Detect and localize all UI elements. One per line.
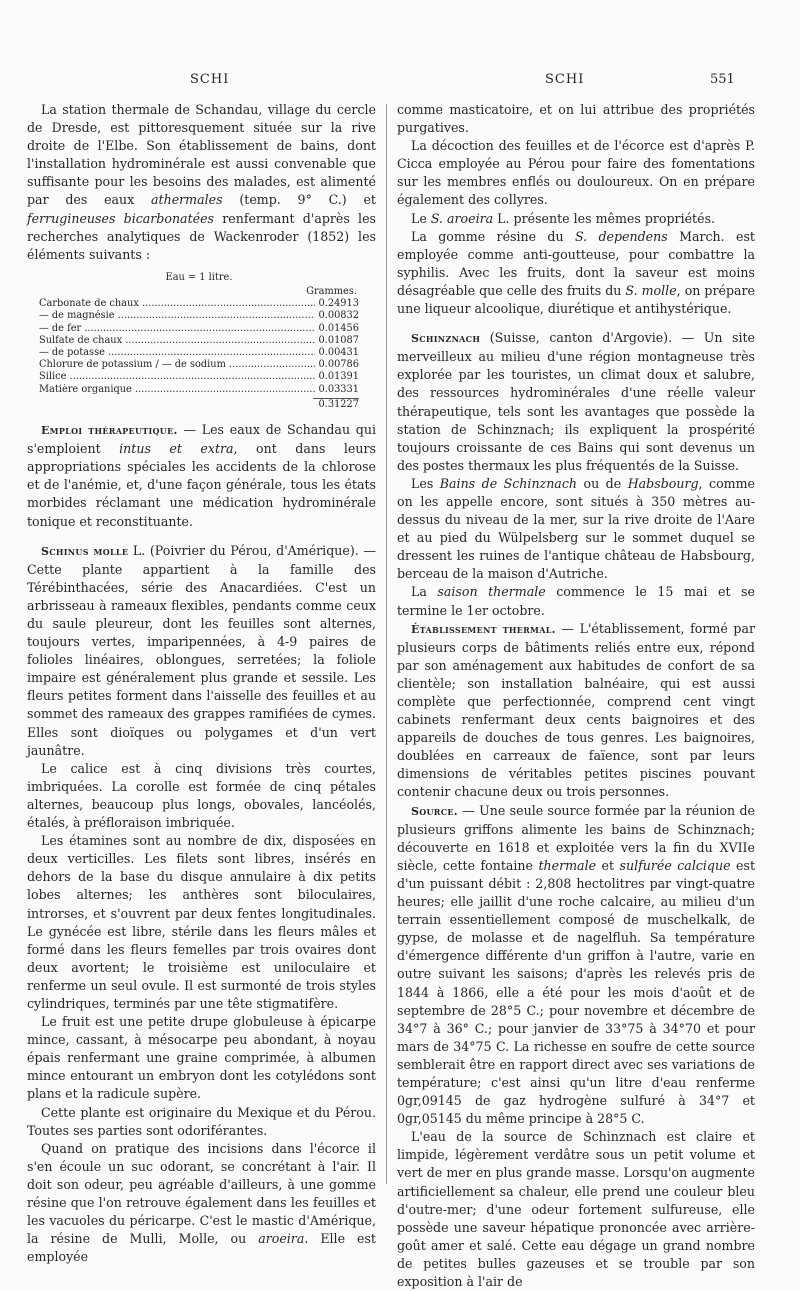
text: — Une seule source formée par la réunion de plusieurs griffons alimente les bains de Schinznach; découverte en 1618 et exploitée vers la fin du XVIIe siècle, cette fontaine [397, 802, 755, 873]
text: . Elle est employée [27, 1231, 376, 1265]
text: Les [411, 475, 434, 491]
gomme-paragraph [397, 228, 755, 318]
left-column [27, 101, 376, 1266]
text: , comme on les appelle encore, sont situés à 350 mètres au-dessus du niveau de la mer, sur la rive droite de l'Aare et au pied du Wülpelsberg sur le sommet duquel se dressent les ruines de l'antique château de Habsbourg, berceau de la maison d'Autriche. [397, 475, 756, 582]
text: , on prépare une liqueur alcoolique, diurétique et antihystérique. [397, 282, 755, 317]
table-total: 0.31227 [313, 398, 359, 411]
bains-paragraph [397, 475, 755, 584]
row-value: 0.01087 [318, 334, 359, 346]
italic-text: S. dependens [574, 228, 668, 244]
text: L. présente les mêmes propriétés. [497, 210, 716, 226]
entry-heading: Schinus molle [41, 544, 129, 558]
text: , ont dans leurs appropriations spéciales les accidents de la chlorose et de l'anémie, et, d'une façon générale, tous les états morbides réclamant une médication hydrominérale tonique et reconstituante. [27, 441, 376, 529]
row-name: — de magnésie ..... [39, 310, 315, 322]
italic-text: S. molle [625, 282, 677, 298]
incisions-paragraph [27, 1140, 376, 1267]
row-value: 0.00786 [318, 359, 359, 371]
text: Quand on pratique des incisions dans l'écorce il s'en écoule un suc odorant, se concrétant à l'air. Il doit son odeur, peu agréable d'ailleurs, à une gomme résine que l'on retrouve également dans les feuilles et les vacuoles du péricarpe. C'est le mastic d'Amérique, la résine de Mulli, Molle, ou [27, 1140, 376, 1247]
text: La station thermale de Schandau, village du cercle de Dresde, est pittoresquement située sur la rive droite de l'Elbe. Son établissement de bains, dont l'installation hydrominérale est aussi convenable que suffisante pour les besoins des malades, est alimenté par des eaux [27, 102, 376, 208]
text: commence le 15 mai et se termine le 1er octobre. [397, 584, 755, 618]
italic-text: Bains de Schinznach [439, 475, 577, 491]
text: ou de [583, 475, 622, 491]
running-head-right: SCHI [545, 72, 585, 87]
right-column [397, 101, 755, 1291]
text: (Suisse, canton d'Argovie). — Un site merveilleux au milieu d'une région montagneuse très explorée par les touristes, un climat doux et salubre, des ressources hydrominérales d'une réelle valeur thérapeutique, tels sont les avantages que possède la station de Schinznach; ils expliquent la prospérité toujours croissante de ces Bains qui sont devenus un des postes thermaux les plus fréquentés de la Suisse. [397, 330, 755, 473]
italic-text: Habsbourg [627, 475, 699, 491]
row-value: 0.00431 [318, 347, 359, 359]
italic-text: saison thermale [437, 584, 546, 600]
schinznach-paragraph [397, 329, 755, 475]
text: et [601, 857, 615, 873]
text: — Les eaux de Schandau qui s'emploient [27, 422, 377, 457]
italic-text: aroeira [258, 1231, 305, 1247]
italic-text: sulfurée calcique [619, 857, 731, 873]
etamines-paragraph: Les étamines sont au nombre de dix, disposées en deux verticilles. Les filets sont libres, insérés en dehors de la base du disque annulaire à dix petits lobes alternes; les anthères sont biloculaires, introrses, et s'ouvrent par deux fentes longitudinales. Le gynécée est libre, stérile dans les fleurs mâles et formé dans les fleurs femelles par trois ovaires dont deux avortent; le troisième est uniloculaire et renferme un seul ovule. Il est surmonté de trois styles cylindriques, terminés par une tête stigmatifère. [27, 833, 376, 1011]
table-row [39, 335, 359, 347]
text: (temp. 9° C.) et [239, 192, 376, 208]
entry-heading: Schinznach [411, 332, 481, 346]
origine-paragraph: Cette plante est originaire du Mexique et du Pérou. Toutes ses parties sont odoriférantes. [27, 1104, 376, 1138]
text: — L'établissement, formé par plusieurs corps de bâtiments reliés entre eux, répond par son aménagement aux habitudes de confort de sa clientèle; son installation balnéaire, qui est aussi complète que perfectionnée, comprend cent vingt cabinets renfermant deux cents baignoires et des appareils de douches de tous genres. Les baignoires, doublées en carreaux de faïence, sont par leurs dimensions de véritables petites piscines pouvant contenir chacune deux ou trois personnes. [397, 620, 756, 800]
table-row [39, 323, 359, 335]
section-heading: Emploi thérapeutique. [41, 424, 178, 438]
italic-text: intus et extra [119, 441, 234, 457]
text: est d'un puissant débit : 2,808 hectolitres par vingt-quatre heures; elle jaillit d'une roche calcaire, au milieu d'un terrain essentiellement composé de muschelkalk, de gypse, de molasse et de nagelfluh. Sa température d'émergence différente d'un griffon à l'autre, varie en outre suivant les saisons; d'après les relevés pris de 1844 à 1866, elle a été pour les mois d'août et de septembre de 28°5 C.; pour novembre et décembre de 34°7 à 36° C.; pour janvier de 33°75 à 34°70 et pour mars de 34°75 C. La richesse en soufre de cette source semblerait être en rapport direct avec ses variations de température; c'est ainsi qu'un litre d'eau renferme 0gr,09145 de gaz hydrogène sulfuré à 34°7 et 0gr,05145 du même principe à 28°5 C. [397, 857, 756, 1127]
column-divider [386, 104, 387, 1184]
etablissement-paragraph [397, 620, 755, 802]
eau-paragraph: L'eau de la source de Schinznach est claire et limpide, légèrement verdâtre sous un petit volume et vert de mer en plus grande masse. Lorsqu'on augmente artificiellement sa chaleur, elle prend une couleur bleu d'outre-mer; d'une odeur fortement sulfureuse, elle possède une saveur hépatique prononcée avec arrière-goût amer et salé. Cette eau dégage un grand nombre de petites bulles gazeuses et se trouble par son exposition à l'air de [397, 1129, 755, 1289]
italic-text: athermales [151, 192, 223, 208]
text: La [411, 584, 427, 600]
continuation-paragraph: comme masticatoire, et on lui attribue des propriétés purgatives. [397, 102, 755, 136]
decoction-paragraph: La décoction des feuilles et de l'écorce est d'après P. Cicca employée au Pérou pour faire des fomentations sur les membres enflés ou douloureux. On en prépare également des collyres. [397, 138, 755, 208]
row-value: 0.01456 [318, 322, 359, 334]
table-row [39, 298, 359, 310]
section-heading: Établissement thermal. [411, 622, 556, 636]
text: renfermant d'après les recherches analytiques de Wackenroder (1852) les éléments suivants : [27, 210, 376, 262]
page-number: 551 [710, 72, 735, 87]
table-row [39, 371, 359, 383]
row-value: 0.00832 [318, 310, 359, 322]
fruit-paragraph: Le fruit est une petite drupe globuleuse à épicarpe mince, cassant, à mésocarpe peu abondant, à noyau épais renfermant une graine comprimée, à albumen mince entourant un embryon dont les cotylédons sont plans et la radicule supère. [27, 1014, 376, 1102]
calice-paragraph: Le calice est à cinq divisions très courtes, imbriquées. La corolle est formée de cinq pétales alternes, beaucoup plus longs, obovales, lancéolés, étalés, à préfloraison imbriquée. [27, 760, 376, 831]
row-name: — de fer ..... [39, 323, 315, 335]
text: La gomme résine du [411, 228, 564, 244]
text: L. (Poivrier du Pérou, d'Amérique). — Cette plante appartient à la famille des Térébinthacées, série des Anacardiées. C'est un arbrisseau à rameaux flexibles, pendants comme ceux du saule pleureur, dont les feuilles sont alternes, toujours vertes, imparipennées, à 4-9 paires de folioles linéaires, oblongues, serretées; la foliole impaire est généralement plus grande et sessile. Les fleurs petites forment dans l'aisselle des feuilles et au sommet des rameaux des grappes ramifiées de cymes. Elles sont dioïques ou polygames et d'un vert jaunâtre. [27, 542, 376, 758]
table-caption: Eau = 1 litre. [165, 271, 233, 283]
row-name: Sulfate de chaux ..... [39, 335, 315, 347]
aroeira-paragraph [397, 210, 755, 228]
row-value: 0.01391 [318, 371, 359, 383]
emploi-paragraph [27, 421, 376, 531]
italic-text: ferrugineuses bicarbonatées [27, 210, 214, 226]
row-name: Chlorure de potassium / — de sodium ..... [39, 359, 315, 371]
source-paragraph [397, 802, 755, 1129]
row-name: Carbonate de chaux ..... [39, 298, 315, 310]
table-row [39, 359, 359, 371]
schandau-intro-paragraph [27, 101, 376, 264]
italic-text: thermale [538, 857, 597, 873]
analysis-table [39, 272, 359, 411]
schinus-molle-paragraph [27, 542, 376, 760]
table-row [39, 347, 359, 359]
table-row [39, 384, 359, 396]
running-head-left: SCHI [190, 72, 230, 87]
row-name: Silice ..... [39, 371, 315, 383]
row-value: 0.24913 [318, 298, 359, 310]
row-name: Matière organique ..... [39, 384, 315, 396]
table-unit: Grammes. [306, 286, 357, 298]
row-name: — de potasse ..... [39, 347, 315, 359]
text: Le [411, 210, 427, 226]
saison-paragraph [397, 583, 755, 619]
text: March. est employée comme anti-goutteuse, pour combattre la syphilis. Avec les fruits, dont la saveur est moins désagréable que celle des fruits du [397, 228, 755, 298]
italic-text: S. aroeira [430, 210, 494, 226]
section-heading: Source. [411, 804, 458, 818]
row-value: 0.03331 [318, 383, 359, 395]
table-row [39, 310, 359, 322]
